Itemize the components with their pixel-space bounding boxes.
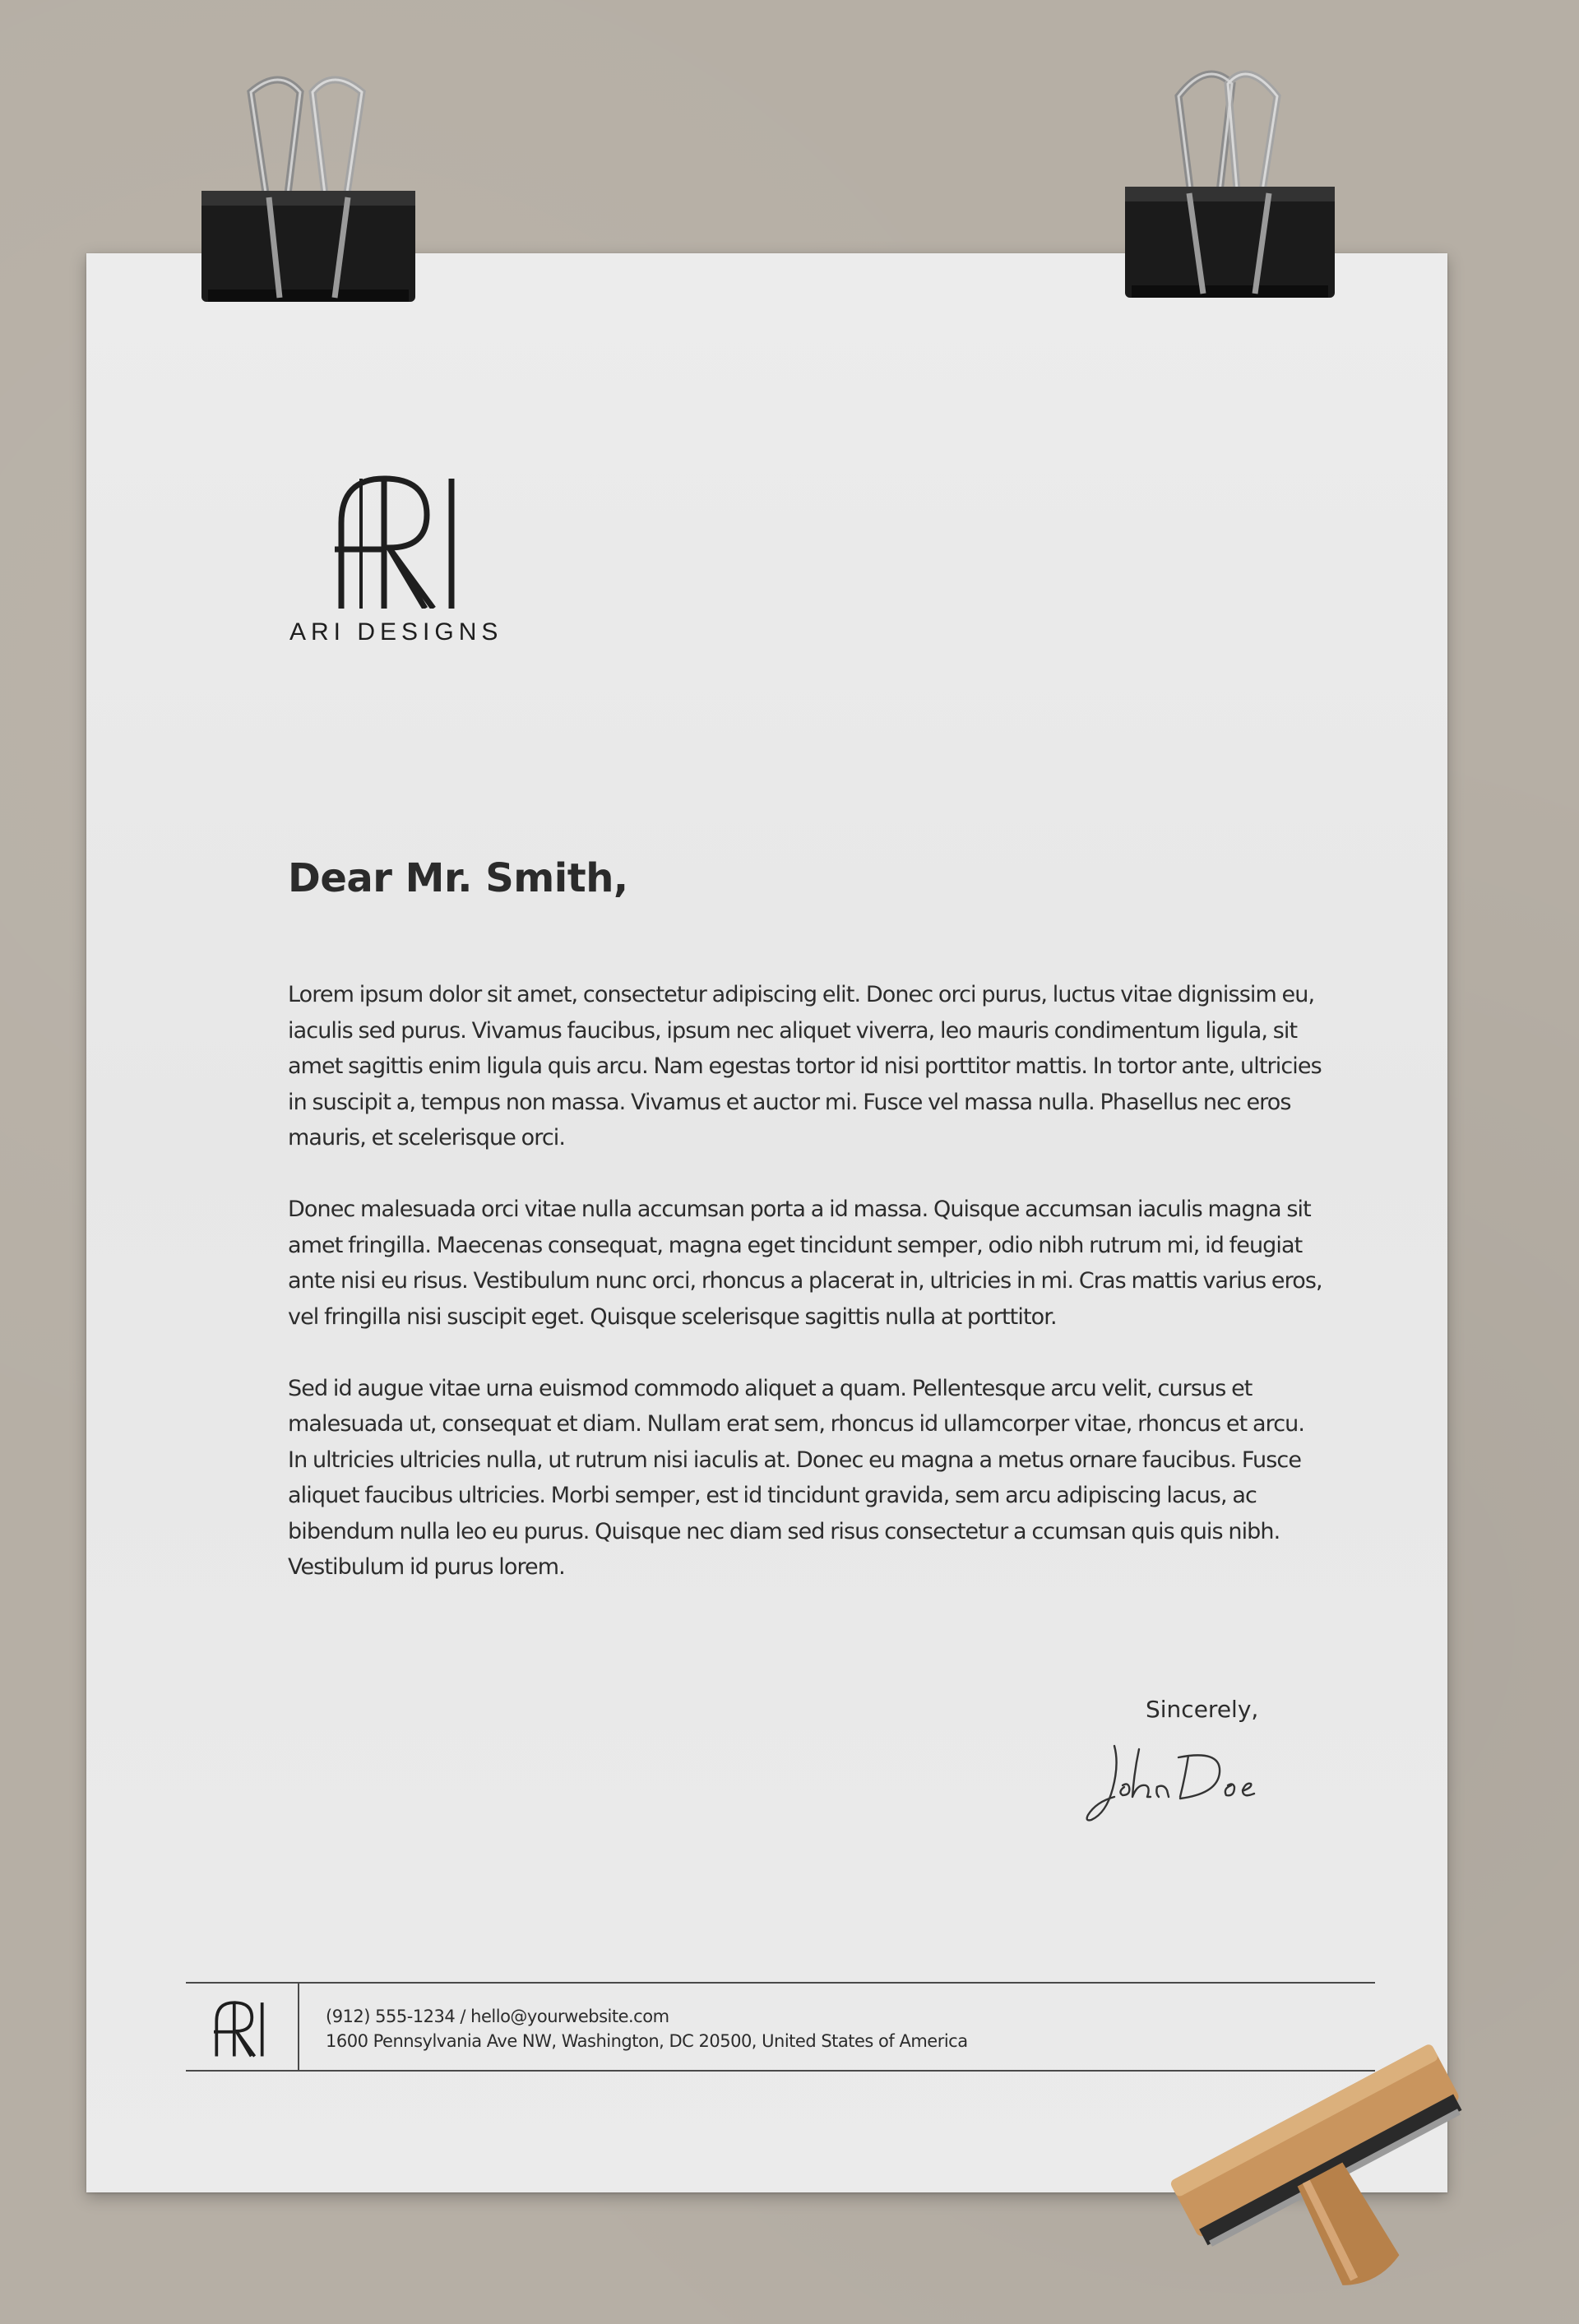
- handwritten-signature: [1081, 1739, 1271, 1830]
- letter-body: [288, 977, 1324, 1621]
- binder-clip-right-front-icon: [1125, 59, 1339, 306]
- ari-monogram-logo-icon: [335, 475, 458, 609]
- binder-clip-left-front-icon: [201, 59, 415, 306]
- letter-paragraph: Donec malesuada orci vitae nulla accumsan porta a id massa. Quisque accumsan iaculis magna sit amet fringilla. Maecenas consequat, magna eget tincidunt semper, odio nibh rutrum mi, id feugiat ante nisi eu risus. Vestibulum nunc orci, rhoncus a placerat in, ultricies in mi. Cras mattis varius eros, vel fringilla nisi suscipit eget. Quisque scelerisque sagittis nulla at porttitor.: [288, 1197, 1322, 1330]
- footer-divider: [298, 1982, 299, 2072]
- footer-phone-email: (912) 555-1234 / hello@yourwebsite.com: [326, 2007, 669, 2026]
- letter-closing: Sincerely,: [1146, 1696, 1259, 1723]
- letter-paragraph: Lorem ipsum dolor sit amet, consectetur adipiscing elit. Donec orci purus, luctus vitae dignissim eu, iaculis sed purus. Vivamus faucibus, ipsum nec aliquet viverra, leo mauris condimentum ligula, sit amet sagittis enim ligula quis arcu. Nam egestas tortor id nisi porttitor mattis. In tortor ante, ultricies in suscipit a, tempus non massa. Vivamus et auctor mi. Fusce vel massa nulla. Phasellus nec eros mauris, et scelerisque orci.: [288, 982, 1322, 1150]
- footer-monogram-logo-icon: [214, 2000, 265, 2058]
- footer-top-rule: [186, 1982, 1375, 1984]
- footer-address: 1600 Pennsylvania Ave NW, Washington, DC 20500, United States of America: [326, 2031, 968, 2051]
- letter-salutation: Dear Mr. Smith,: [288, 855, 628, 901]
- letter-paragraph: Sed id augue vitae urna euismod commodo aliquet a quam. Pellentesque arcu velit, cursus et malesuada ut, consequat et diam. Nullam erat sem, rhoncus id ullamcorper vitae, rhoncus et arcu. In ultricies ultricies nulla, ut rutrum nisi iaculis at. Donec eu magna a metus ornare faucibus. Fusce aliquet faucibus ultricies. Morbi semper, est id tincidunt gravida, sem arcu adipiscing lacus, ac bibendum nulla leo eu purus. Quisque nec diam sed risus consectetur a ccumsan quis quis nibh. Vestibulum id purus lorem.: [288, 1375, 1305, 1580]
- company-name: ARI DESIGNS: [289, 618, 503, 646]
- rubber-stamp-icon: [1102, 2023, 1489, 2324]
- footer-contact: [326, 2004, 968, 2053]
